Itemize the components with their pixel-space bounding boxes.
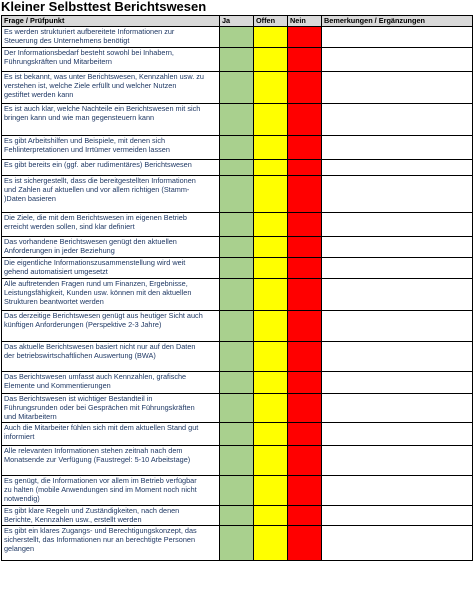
- offen-cell[interactable]: [254, 258, 288, 279]
- table-row: [2, 394, 473, 423]
- question-cell: [2, 104, 220, 136]
- remarks-cell[interactable]: [322, 342, 473, 372]
- table-row: [2, 213, 473, 237]
- question-text: Es ist bekannt, was unter Berichtswesen, Kennzahlen usw. zu verstehen ist, welche Ziele erfüllt und welcher Nutzen gestiftet werden kann: [4, 72, 204, 99]
- offen-cell[interactable]: [254, 48, 288, 72]
- offen-cell[interactable]: [254, 72, 288, 104]
- question-cell: [2, 237, 220, 258]
- offen-cell[interactable]: [254, 526, 288, 561]
- question-text: Das aktuelle Berichtswesen basiert nicht nur auf den Daten der betriebswirtschaftlichen Auswertung (BWA): [4, 342, 196, 360]
- question-text: Das derzeitige Berichtswesen genügt aus heutiger Sicht auch künftigen Anforderungen (Perspektive 2-3 Jahre): [4, 311, 203, 329]
- table-row: [2, 476, 473, 506]
- ja-cell[interactable]: [220, 394, 254, 423]
- offen-cell[interactable]: [254, 476, 288, 506]
- nein-cell[interactable]: [288, 423, 322, 446]
- nein-cell[interactable]: [288, 176, 322, 213]
- table-row: [2, 27, 473, 48]
- header-nein: Nein: [288, 16, 322, 27]
- remarks-cell[interactable]: [322, 237, 473, 258]
- remarks-cell[interactable]: [322, 213, 473, 237]
- question-text: Der Informationsbedarf besteht sowohl bei Inhabern, Führungskräften und Mitarbeitern: [4, 48, 174, 66]
- header-ja: Ja: [220, 16, 254, 27]
- offen-cell[interactable]: [254, 311, 288, 342]
- remarks-cell[interactable]: [322, 476, 473, 506]
- nein-cell[interactable]: [288, 311, 322, 342]
- question-cell: [2, 311, 220, 342]
- question-cell: [2, 394, 220, 423]
- question-text: Die eigentliche Informationszusammenstellung wird weit gehend automatisiert umgesetzt: [4, 258, 186, 276]
- table-row: [2, 372, 473, 394]
- remarks-cell[interactable]: [322, 160, 473, 176]
- question-cell: [2, 446, 220, 476]
- table-row: [2, 506, 473, 526]
- question-cell: [2, 27, 220, 48]
- question-cell: [2, 48, 220, 72]
- ja-cell[interactable]: [220, 104, 254, 136]
- offen-cell[interactable]: [254, 213, 288, 237]
- question-text: Es ist sichergestellt, dass die bereitgestellten Informationen und Zahlen auf aktuellen und vor allem richtigen (Stamm- )Daten basieren: [4, 176, 196, 203]
- table-row: [2, 342, 473, 372]
- question-text: Es gibt klare Regeln und Zuständigkeiten, nach denen Berichte, Kennzahlen usw., erstellt werden: [4, 506, 180, 524]
- question-text: Es gibt bereits ein (ggf. aber rudimentäres) Berichtswesen: [4, 160, 192, 169]
- question-cell: [2, 136, 220, 160]
- offen-cell[interactable]: [254, 372, 288, 394]
- ja-cell[interactable]: [220, 136, 254, 160]
- remarks-cell[interactable]: [322, 423, 473, 446]
- ja-cell[interactable]: [220, 258, 254, 279]
- question-cell: [2, 526, 220, 561]
- offen-cell[interactable]: [254, 136, 288, 160]
- remarks-cell[interactable]: [322, 136, 473, 160]
- nein-cell[interactable]: [288, 394, 322, 423]
- question-text: Es ist auch klar, welche Nachteile ein Berichtswesen mit sich bringen kann und wie man gegensteuern kann: [4, 104, 201, 122]
- question-text: Es gibt ein klares Zugangs- und Berechtigungskonzept, das sicherstellt, das Informationen nur an berechtigte Personen gelangen: [4, 526, 197, 553]
- question-cell: [2, 258, 220, 279]
- nein-cell[interactable]: [288, 372, 322, 394]
- ja-cell[interactable]: [220, 72, 254, 104]
- question-cell: [2, 176, 220, 213]
- remarks-cell[interactable]: [322, 526, 473, 561]
- offen-cell[interactable]: [254, 506, 288, 526]
- offen-cell[interactable]: [254, 446, 288, 476]
- question-cell: [2, 342, 220, 372]
- table-row: [2, 160, 473, 176]
- table-row: [2, 423, 473, 446]
- table-row: [2, 48, 473, 72]
- ja-cell[interactable]: [220, 526, 254, 561]
- question-cell: [2, 160, 220, 176]
- header-remarks: Bemerkungen / Ergänzungen: [322, 16, 473, 27]
- ja-cell[interactable]: [220, 423, 254, 446]
- question-text: Es werden strukturiert aufbereitete Informationen zur Steuerung des Unternehmens benötigt: [4, 27, 175, 45]
- offen-cell[interactable]: [254, 237, 288, 258]
- ja-cell[interactable]: [220, 176, 254, 213]
- table-row: [2, 136, 473, 160]
- question-text: Auch die Mitarbeiter fühlen sich mit dem aktuellen Stand gut informiert: [4, 423, 199, 441]
- question-cell: [2, 372, 220, 394]
- remarks-cell[interactable]: [322, 372, 473, 394]
- offen-cell[interactable]: [254, 342, 288, 372]
- header-row: [2, 16, 473, 27]
- remarks-cell[interactable]: [322, 104, 473, 136]
- table-row: [2, 72, 473, 104]
- ja-cell[interactable]: [220, 279, 254, 311]
- self-test-table: [1, 15, 473, 561]
- nein-cell[interactable]: [288, 258, 322, 279]
- remarks-cell[interactable]: [322, 72, 473, 104]
- table-row: [2, 104, 473, 136]
- remarks-cell[interactable]: [322, 279, 473, 311]
- nein-cell[interactable]: [288, 506, 322, 526]
- ja-cell[interactable]: [220, 213, 254, 237]
- offen-cell[interactable]: [254, 176, 288, 213]
- nein-cell[interactable]: [288, 476, 322, 506]
- ja-cell[interactable]: [220, 237, 254, 258]
- remarks-cell[interactable]: [322, 258, 473, 279]
- ja-cell[interactable]: [220, 48, 254, 72]
- remarks-cell[interactable]: [322, 176, 473, 213]
- nein-cell[interactable]: [288, 446, 322, 476]
- table-row: [2, 526, 473, 561]
- nein-cell[interactable]: [288, 27, 322, 48]
- question-text: Das Berichtswesen umfasst auch Kennzahlen, grafische Elemente und Kommentierungen: [4, 372, 187, 390]
- table-row: [2, 279, 473, 311]
- nein-cell[interactable]: [288, 237, 322, 258]
- question-cell: [2, 213, 220, 237]
- nein-cell[interactable]: [288, 342, 322, 372]
- question-text: Das vorhandene Berichtswesen genügt den aktuellen Anforderungen in jeder Beziehung: [4, 237, 177, 255]
- header-offen: Offen: [254, 16, 288, 27]
- table-row: [2, 446, 473, 476]
- question-cell: [2, 506, 220, 526]
- nein-cell[interactable]: [288, 279, 322, 311]
- question-text: Es genügt, die Informationen vor allem im Betrieb verfügbar zu halten (mobile Anwendungen sind im Moment noch nicht notwendig): [4, 476, 197, 503]
- nein-cell[interactable]: [288, 48, 322, 72]
- table-row: [2, 258, 473, 279]
- table-row: [2, 237, 473, 258]
- question-cell: [2, 279, 220, 311]
- remarks-cell[interactable]: [322, 506, 473, 526]
- nein-cell[interactable]: [288, 526, 322, 561]
- question-cell: [2, 423, 220, 446]
- ja-cell[interactable]: [220, 372, 254, 394]
- nein-cell[interactable]: [288, 136, 322, 160]
- ja-cell[interactable]: [220, 160, 254, 176]
- ja-cell[interactable]: [220, 476, 254, 506]
- question-cell: [2, 476, 220, 506]
- offen-cell[interactable]: [254, 394, 288, 423]
- ja-cell[interactable]: [220, 446, 254, 476]
- remarks-cell[interactable]: [322, 446, 473, 476]
- nein-cell[interactable]: [288, 213, 322, 237]
- question-cell: [2, 72, 220, 104]
- ja-cell[interactable]: [220, 311, 254, 342]
- offen-cell[interactable]: [254, 279, 288, 311]
- header-question: Frage / Prüfpunkt: [2, 16, 220, 27]
- ja-cell[interactable]: [220, 342, 254, 372]
- ja-cell[interactable]: [220, 506, 254, 526]
- offen-cell[interactable]: [254, 160, 288, 176]
- remarks-cell[interactable]: [322, 394, 473, 423]
- remarks-cell[interactable]: [322, 27, 473, 48]
- question-text: Alle auftretenden Fragen rund um Finanzen, Ergebnisse, Leistungsfähigkeit, Kunden usw. können mit den aktuellen Strukturen beantwortet werden: [4, 279, 192, 306]
- remarks-cell[interactable]: [322, 48, 473, 72]
- question-text: Die Ziele, die mit dem Berichtswesen im eigenen Betrieb erreicht werden sollen, sind klar definiert: [4, 213, 187, 231]
- offen-cell[interactable]: [254, 423, 288, 446]
- nein-cell[interactable]: [288, 72, 322, 104]
- ja-cell[interactable]: [220, 27, 254, 48]
- table-row: [2, 176, 473, 213]
- question-text: Alle relevanten Informationen stehen zeitnah nach dem Monatsende zur Verfügung (Faustregel: 5-10 Arbeitstage): [4, 446, 191, 464]
- offen-cell[interactable]: [254, 104, 288, 136]
- question-text: Es gibt Arbeitshilfen und Beispiele, mit denen sich Fehlinterpretationen und Irrtümer vermeiden lassen: [4, 136, 170, 154]
- table-row: [2, 311, 473, 342]
- nein-cell[interactable]: [288, 104, 322, 136]
- question-text: Das Berichtswesen ist wichtiger Bestandteil in Führungsrunden oder bei Gesprächen mit Führungskräften und Mitarbeitern: [4, 394, 195, 421]
- page-title: Kleiner Selbsttest Berichtswesen: [1, 0, 207, 14]
- offen-cell[interactable]: [254, 27, 288, 48]
- nein-cell[interactable]: [288, 160, 322, 176]
- remarks-cell[interactable]: [322, 311, 473, 342]
